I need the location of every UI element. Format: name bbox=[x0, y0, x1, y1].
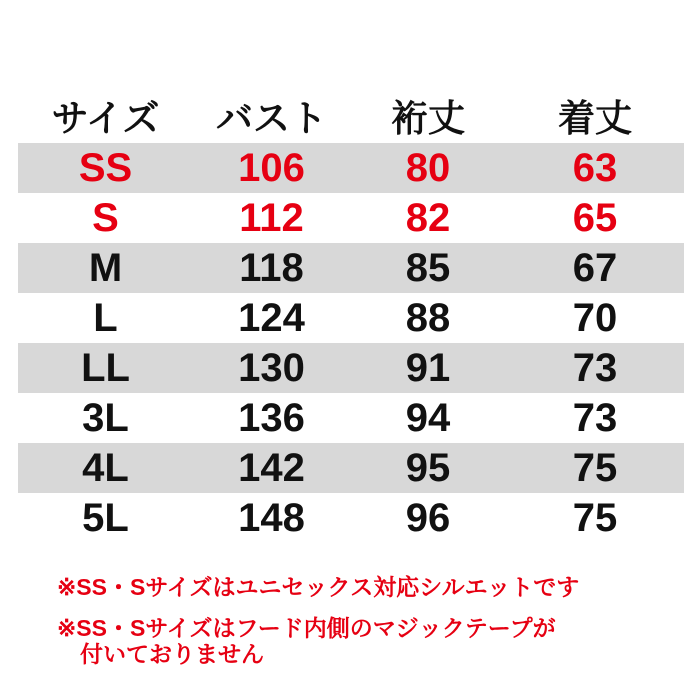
size-cell: SS bbox=[78, 146, 133, 190]
size-cell: S bbox=[92, 196, 119, 240]
kitake-cell: 65 bbox=[572, 196, 618, 240]
col-header-kitake: 着丈 bbox=[558, 97, 632, 139]
kitake-cell: 75 bbox=[572, 496, 618, 540]
yukitake-cell: 91 bbox=[405, 346, 451, 390]
size-table bbox=[18, 93, 684, 543]
bust-cell: 142 bbox=[238, 446, 305, 490]
kitake-cell: 75 bbox=[572, 446, 618, 490]
yukitake-cell: 82 bbox=[405, 196, 451, 240]
col-header-yukitake: 裄丈 bbox=[391, 97, 465, 139]
table-row-ss bbox=[18, 143, 684, 193]
table-row-4l bbox=[18, 443, 684, 493]
bust-cell: 148 bbox=[238, 496, 305, 540]
table-row-5l bbox=[18, 493, 684, 543]
table-row-m bbox=[18, 243, 684, 293]
yukitake-cell: 96 bbox=[405, 496, 451, 540]
size-cell: 3L bbox=[82, 396, 129, 440]
kitake-cell: 63 bbox=[572, 146, 618, 190]
bust-cell: 124 bbox=[238, 296, 305, 340]
size-cell: L bbox=[93, 296, 118, 340]
size-cell: M bbox=[88, 246, 123, 290]
bust-cell: 136 bbox=[238, 396, 305, 440]
yukitake-cell: 80 bbox=[405, 146, 451, 190]
kitake-cell: 73 bbox=[572, 346, 618, 390]
yukitake-cell: 95 bbox=[405, 446, 451, 490]
size-cell: 5L bbox=[82, 496, 129, 540]
note-magic-tape bbox=[57, 615, 579, 667]
table-row-l bbox=[18, 293, 684, 343]
size-cell: LL bbox=[81, 346, 130, 390]
bust-cell: 118 bbox=[239, 246, 304, 290]
footnotes bbox=[57, 574, 579, 667]
header-row bbox=[18, 93, 684, 143]
kitake-cell: 70 bbox=[572, 296, 618, 340]
note-line-2: 付いておりません bbox=[80, 641, 264, 667]
size-cell: 4L bbox=[82, 446, 129, 490]
bust-cell: 130 bbox=[238, 346, 305, 390]
bust-cell: 106 bbox=[238, 146, 305, 190]
kitake-cell: 67 bbox=[572, 246, 618, 290]
table-row-ll bbox=[18, 343, 684, 393]
col-header-size: サイズ bbox=[51, 97, 160, 139]
table-row-s bbox=[18, 193, 684, 243]
kitake-cell: 73 bbox=[572, 396, 618, 440]
note-unisex-silhouette: ※SS・Sサイズはユニセックス対応シルエットです bbox=[57, 574, 580, 600]
yukitake-cell: 88 bbox=[405, 296, 451, 340]
yukitake-cell: 94 bbox=[405, 396, 451, 440]
yukitake-cell: 85 bbox=[405, 246, 451, 290]
table-row-3l bbox=[18, 393, 684, 443]
col-header-bust: バスト bbox=[216, 97, 327, 139]
bust-cell: 112 bbox=[239, 196, 304, 240]
note-line-1: ※SS・Sサイズはフード内側のマジックテープが bbox=[57, 615, 556, 641]
